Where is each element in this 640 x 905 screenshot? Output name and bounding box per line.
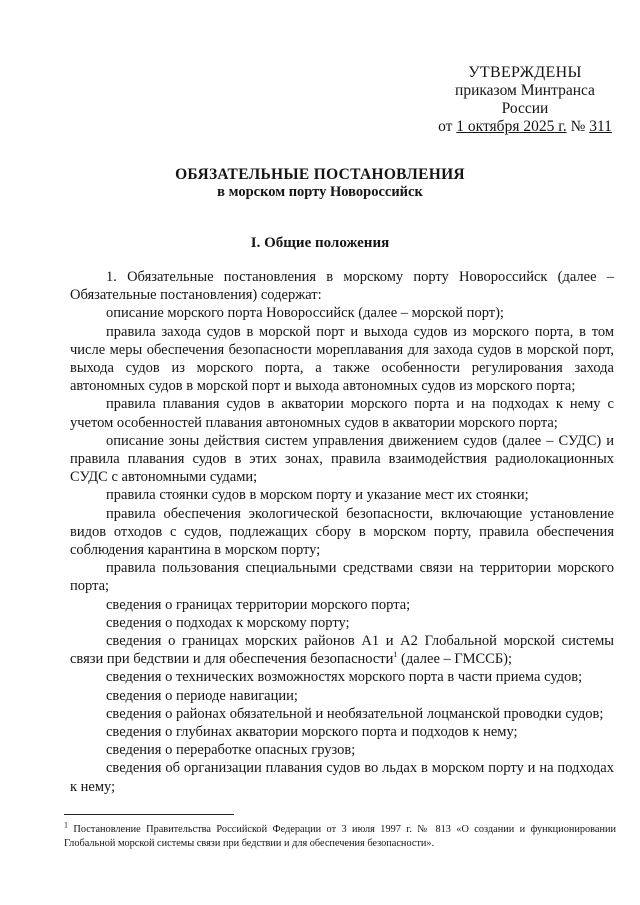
paragraph: сведения о районах обязательной и необязательной лоцманской проводки судов; [106, 705, 604, 722]
gmdss-tail: (далее – ГМССБ); [397, 651, 513, 668]
approval-date: 1 октября 2025 г. [456, 118, 567, 135]
paragraph: правила стоянки судов в морском порту и указание мест их стоянки; [106, 487, 529, 504]
paragraph: сведения о границах территории морского порта; [106, 596, 411, 613]
paragraph: правила обеспечения экологической безопасности, включающие установление видов отходов с судов, подлежащих сбору в морском порту, правила обеспечения соблюдения карантина в морском порту; [70, 505, 614, 559]
paragraph: сведения о технических возможностях морского порта в части приема судов; [106, 669, 583, 686]
approval-date-line [430, 118, 620, 136]
paragraph: сведения о глубинах акватории морского порта и подходов к нему; [106, 724, 518, 741]
document-title: ОБЯЗАТЕЛЬНЫЕ ПОСТАНОВЛЕНИЯ [175, 166, 465, 183]
section-heading: I. Общие положения [250, 235, 390, 251]
gmdss-text: сведения о границах морских районов А1 и А2 Глобальной морской системы связи при бедствии и для обеспечения безопасности [70, 633, 614, 668]
approval-order: приказом Минтранса России [455, 82, 595, 117]
document-subtitle: в морском порту Новороссийск [217, 184, 423, 200]
approval-number: 311 [589, 118, 612, 135]
paragraph: правила пользования специальными средствами связи на территории морского порта; [70, 560, 614, 595]
paragraph: сведения о подходах к морскому порту; [106, 614, 350, 631]
document-body [70, 268, 614, 796]
paragraph-gmdss [70, 632, 614, 668]
footnote [64, 820, 616, 851]
paragraph: описание морского порта Новороссийск (далее – морской порт); [106, 305, 504, 322]
paragraph: сведения о переработке опасных грузов; [106, 742, 356, 759]
footnote-text: Постановление Правительства Российской Федерации от 3 июля 1997 г. № 813 «О создании и функционировании Глобальной морской системы связи при бедствии и для обеспечения безопасности». [64, 824, 616, 849]
paragraph: 1. Обязательные постановления в морскому порту Новороссийск (далее – Обязательные постановления) содержат: [70, 269, 614, 304]
approval-word: УТВЕРЖДЕНЫ [468, 64, 582, 81]
approval-stamp [430, 64, 620, 136]
paragraph: сведения о периоде навигации; [106, 687, 298, 704]
footnote-reference[interactable]: 1 [393, 650, 398, 660]
approval-number-sign: № [570, 118, 586, 135]
footnote-divider [64, 814, 234, 815]
paragraph: правила захода судов в морской порт и выхода судов из морского порта, в том числе меры обеспечения безопасности мореплавания для захода судов в морской порт, выхода судов из морского порта, а также особенности регулирования захода автономных судов в морской порт и выхода автономных судов из морского порта; [70, 323, 614, 395]
paragraph: сведения об организации плавания судов во льдах в морском порту и на подходах к нему; [70, 760, 614, 795]
approval-prefix: от [438, 118, 453, 135]
paragraph: описание зоны действия систем управления движением судов (далее – СУДС) и правила плавания судов в этих зонах, правила взаимодействия радиолокационных СУДС с автономными судами; [70, 432, 614, 486]
paragraph: правила плавания судов в акватории морского порта и на подходах к нему с учетом особенностей плавания автономных судов в акватории морского порта; [70, 396, 614, 431]
footnote-marker: 1 [64, 820, 68, 830]
